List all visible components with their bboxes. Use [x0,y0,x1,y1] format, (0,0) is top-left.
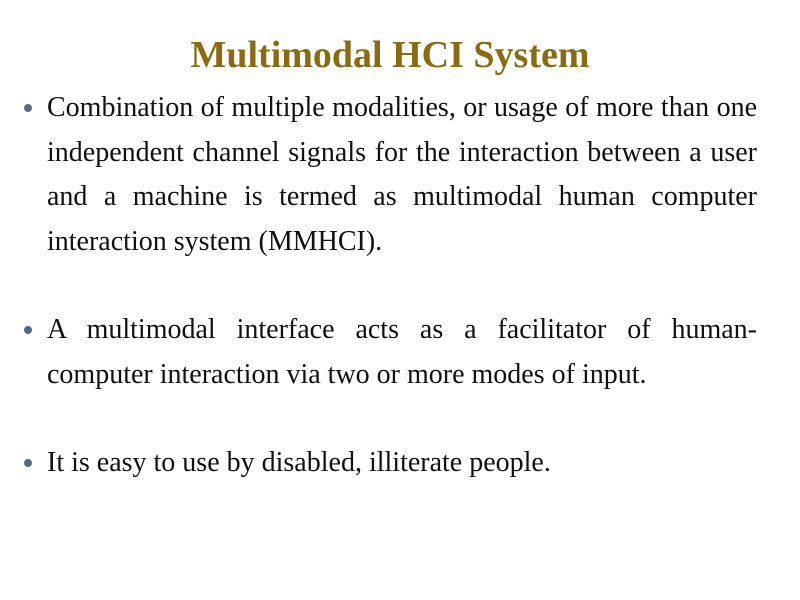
bullet-list [20,86,757,486]
bullet-text: Combination of multiple modalities, or usage of more than one independent channel signals for the interaction between a user and a machine is termed as multimodal human computer interaction system (MMHCI). [47,92,757,257]
bullet-item-1 [20,86,757,264]
bullet-text: It is easy to use by disabled, illiterate people. [47,447,551,478]
bullet-dot-icon [24,326,32,334]
slide-title: Multimodal HCI System [190,34,590,76]
bullet-dot-icon [24,459,32,467]
bullet-dot-icon [24,104,32,112]
bullet-text: A multimodal interface acts as a facilitator of human- computer interaction via two or more modes of input. [47,314,757,390]
bullet-item-3 [20,441,757,486]
bullet-item-2 [20,308,757,397]
